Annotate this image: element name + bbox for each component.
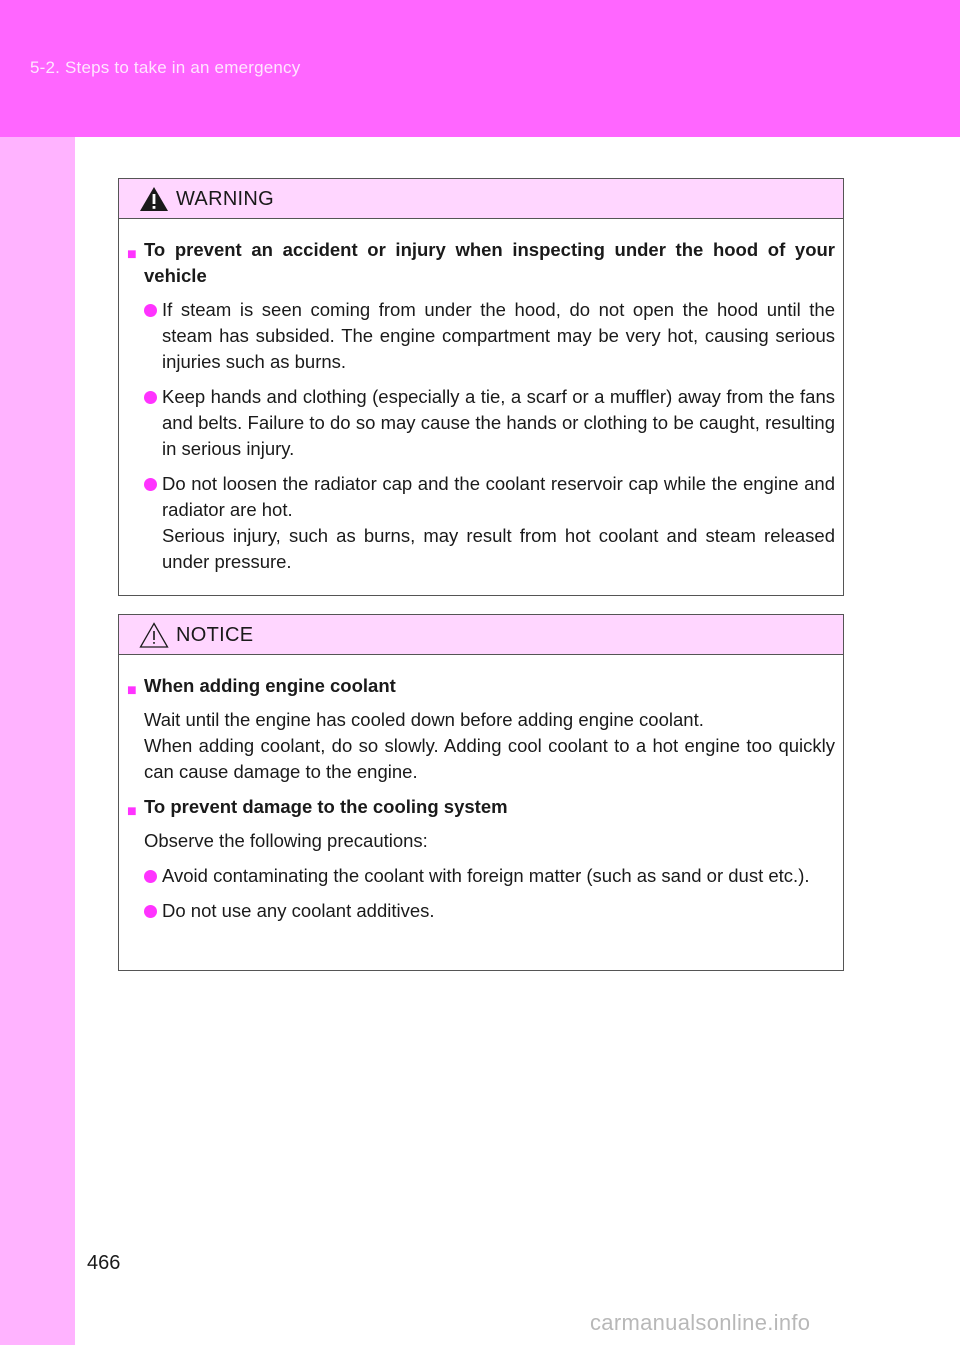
round-bullet-icon xyxy=(144,478,157,491)
notice-box xyxy=(118,614,844,971)
round-bullet-icon xyxy=(144,870,157,883)
notice-body xyxy=(119,655,843,924)
round-bullet-icon xyxy=(144,391,157,404)
list-item: Do not use any coolant additives. xyxy=(127,898,835,924)
square-bullet-icon: ■ xyxy=(127,803,137,820)
list-item: Avoid contaminating the coolant with foreign matter (such as sand or dust etc.). xyxy=(127,863,835,889)
list-item: Do not loosen the radiator cap and the coolant reservoir cap while the engine and radiator are hot. Serious injury, such as burns, may result from hot coolant and steam released under pressure. xyxy=(127,471,835,575)
list-item: Keep hands and clothing (especially a tie, a scarf or a muffler) away from the fans and belts. Failure to do so may cause the hands or clothing to be caught, resulting in serious injury. xyxy=(127,384,835,462)
page-number: 466 xyxy=(87,1252,121,1274)
notice-heading: ■ To prevent damage to the cooling system xyxy=(127,794,835,820)
warning-box xyxy=(118,178,844,596)
notice-title: NOTICE xyxy=(176,624,254,646)
warning-body xyxy=(119,219,843,575)
round-bullet-icon xyxy=(144,905,157,918)
page-sidebar xyxy=(0,137,75,1345)
notice-box-header xyxy=(119,615,843,655)
page-header xyxy=(0,0,960,137)
warning-title: WARNING xyxy=(176,188,275,210)
notice-heading: ■ When adding engine coolant xyxy=(127,673,835,699)
warning-heading: ■ To prevent an accident or injury when inspecting under the hood of your vehicle xyxy=(127,239,835,286)
notice-paragraph: Observe the following precautions: xyxy=(144,830,428,851)
section-title: 5-2. Steps to take in an emergency xyxy=(30,58,301,77)
warning-triangle-icon xyxy=(139,186,169,212)
square-bullet-icon: ■ xyxy=(127,682,137,699)
list-item: If steam is seen coming from under the hood, do not open the hood until the steam has subsided. The engine compartment may be very hot, causing serious injuries such as burns. xyxy=(127,297,835,375)
round-bullet-icon xyxy=(144,304,157,317)
caution-triangle-icon xyxy=(139,622,169,648)
square-bullet-icon: ■ xyxy=(127,246,137,263)
watermark: carmanualsonline.info xyxy=(590,1310,811,1335)
notice-paragraph: Wait until the engine has cooled down before adding engine coolant. When adding coolant, do so slowly. Adding cool coolant to a hot engine too quickly can cause damage to the engine. xyxy=(144,709,835,782)
warning-box-header xyxy=(119,179,843,219)
